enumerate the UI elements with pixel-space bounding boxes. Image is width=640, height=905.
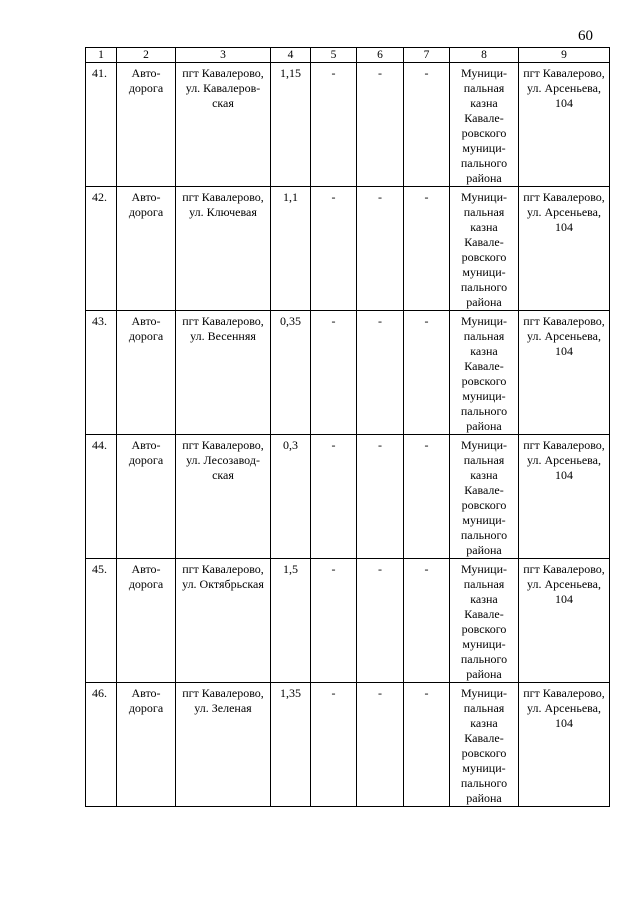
length-cell: 1,1 bbox=[271, 187, 311, 311]
owner-cell: Муници- пальная казна Кавале- ровского муници- пального района bbox=[450, 187, 519, 311]
object-type-cell: Авто- дорога bbox=[117, 311, 176, 435]
length-cell: 1,5 bbox=[271, 559, 311, 683]
row-number-cell: 44. bbox=[86, 435, 117, 559]
col6-cell: - bbox=[357, 311, 404, 435]
owner-cell: Муници- пальная казна Кавале- ровского муници- пального района bbox=[450, 435, 519, 559]
header-cell: 2 bbox=[117, 48, 176, 63]
registry-table bbox=[85, 47, 610, 807]
col7-cell: - bbox=[404, 435, 450, 559]
owner-cell: Муници- пальная казна Кавале- ровского муници- пального района bbox=[450, 311, 519, 435]
col7-cell: - bbox=[404, 311, 450, 435]
col7-cell: - bbox=[404, 683, 450, 807]
object-type-cell: Авто- дорога bbox=[117, 559, 176, 683]
table-row bbox=[86, 683, 610, 807]
page-number: 60 bbox=[578, 28, 593, 44]
holder-cell: пгт Кавалерово, ул. Арсеньева, 104 bbox=[519, 311, 610, 435]
object-type-cell: Авто- дорога bbox=[117, 683, 176, 807]
object-type-cell: Авто- дорога bbox=[117, 63, 176, 187]
col5-cell: - bbox=[311, 435, 357, 559]
col6-cell: - bbox=[357, 683, 404, 807]
row-number-cell: 42. bbox=[86, 187, 117, 311]
holder-cell: пгт Кавалерово, ул. Арсеньева, 104 bbox=[519, 559, 610, 683]
holder-cell: пгт Кавалерово, ул. Арсеньева, 104 bbox=[519, 187, 610, 311]
header-cell: 5 bbox=[311, 48, 357, 63]
table-row bbox=[86, 63, 610, 187]
header-cell: 3 bbox=[176, 48, 271, 63]
address-cell: пгт Кавалерово, ул. Октябрьская bbox=[176, 559, 271, 683]
row-number-cell: 41. bbox=[86, 63, 117, 187]
col7-cell: - bbox=[404, 187, 450, 311]
header-cell: 8 bbox=[450, 48, 519, 63]
table-row bbox=[86, 311, 610, 435]
length-cell: 1,35 bbox=[271, 683, 311, 807]
header-cell: 4 bbox=[271, 48, 311, 63]
holder-cell: пгт Кавалерово, ул. Арсеньева, 104 bbox=[519, 63, 610, 187]
object-type-cell: Авто- дорога bbox=[117, 187, 176, 311]
header-cell: 7 bbox=[404, 48, 450, 63]
column-number-row bbox=[86, 48, 610, 63]
col6-cell: - bbox=[357, 435, 404, 559]
table-row bbox=[86, 559, 610, 683]
col5-cell: - bbox=[311, 311, 357, 435]
col5-cell: - bbox=[311, 63, 357, 187]
address-cell: пгт Кавалерово, ул. Кавалеров- ская bbox=[176, 63, 271, 187]
col7-cell: - bbox=[404, 559, 450, 683]
col5-cell: - bbox=[311, 187, 357, 311]
col6-cell: - bbox=[357, 63, 404, 187]
length-cell: 1,15 bbox=[271, 63, 311, 187]
header-cell: 6 bbox=[357, 48, 404, 63]
length-cell: 0,3 bbox=[271, 435, 311, 559]
row-number-cell: 43. bbox=[86, 311, 117, 435]
col6-cell: - bbox=[357, 187, 404, 311]
col6-cell: - bbox=[357, 559, 404, 683]
holder-cell: пгт Кавалерово, ул. Арсеньева, 104 bbox=[519, 435, 610, 559]
holder-cell: пгт Кавалерово, ул. Арсеньева, 104 bbox=[519, 683, 610, 807]
address-cell: пгт Кавалерово, ул. Зеленая bbox=[176, 683, 271, 807]
header-cell: 1 bbox=[86, 48, 117, 63]
col5-cell: - bbox=[311, 559, 357, 683]
object-type-cell: Авто- дорога bbox=[117, 435, 176, 559]
length-cell: 0,35 bbox=[271, 311, 311, 435]
col7-cell: - bbox=[404, 63, 450, 187]
row-number-cell: 46. bbox=[86, 683, 117, 807]
header-cell: 9 bbox=[519, 48, 610, 63]
owner-cell: Муници- пальная казна Кавале- ровского муници- пального района bbox=[450, 559, 519, 683]
address-cell: пгт Кавалерово, ул. Весенняя bbox=[176, 311, 271, 435]
address-cell: пгт Кавалерово, ул. Ключевая bbox=[176, 187, 271, 311]
col5-cell: - bbox=[311, 683, 357, 807]
table-row bbox=[86, 187, 610, 311]
row-number-cell: 45. bbox=[86, 559, 117, 683]
address-cell: пгт Кавалерово, ул. Лесозавод- ская bbox=[176, 435, 271, 559]
owner-cell: Муници- пальная казна Кавале- ровского муници- пального района bbox=[450, 683, 519, 807]
owner-cell: Муници- пальная казна Кавале- ровского муници- пального района bbox=[450, 63, 519, 187]
table-row bbox=[86, 435, 610, 559]
